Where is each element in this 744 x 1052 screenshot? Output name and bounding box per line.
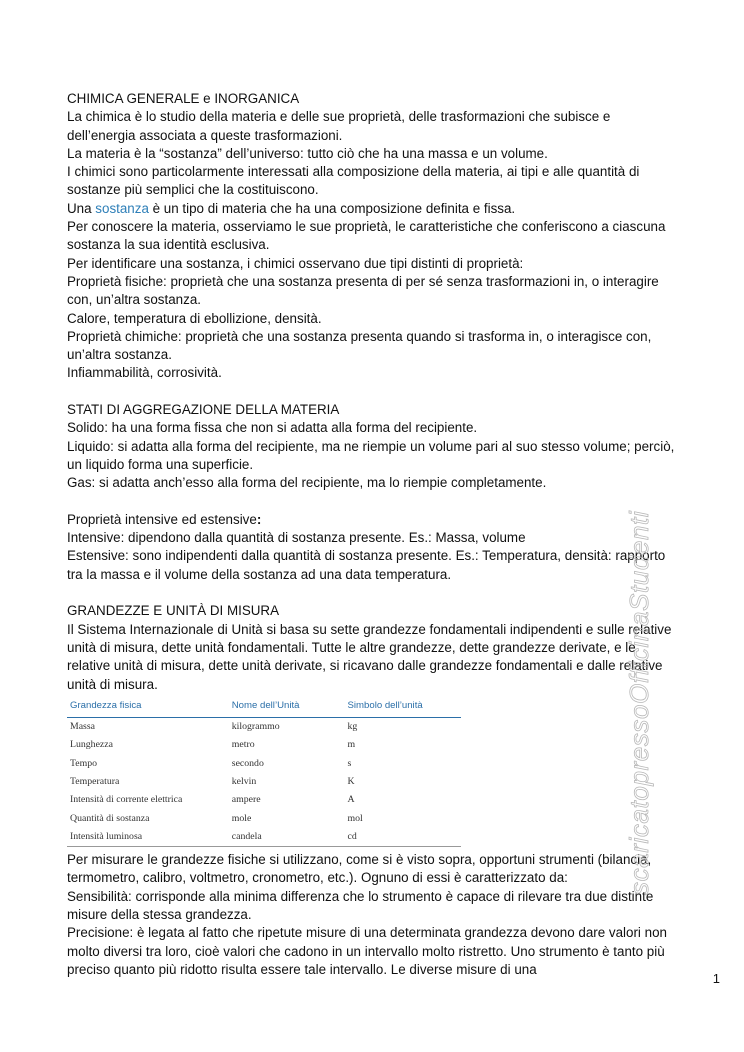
paragraph: La materia è la “sostanza” dell’universo: tutto ciò che ha una massa e un volume. xyxy=(67,145,548,161)
si-units-table xyxy=(67,696,461,847)
table-cell: Quantità di sostanza xyxy=(70,812,150,824)
paragraph: Solido: ha una forma fissa che non si adatta alla forma del recipiente. xyxy=(67,420,478,436)
paragraph: Per identificare una sostanza, i chimici osservano due tipi distinti di proprietà: xyxy=(67,255,524,271)
table-row xyxy=(67,736,461,754)
heading-text: Proprietà intensive ed estensive xyxy=(67,511,257,527)
sostanza-link[interactable]: sostanza xyxy=(95,200,149,216)
section-heading-stati: STATI DI AGGREGAZIONE DELLA MATERIA xyxy=(67,402,340,418)
table-cell: mol xyxy=(347,812,363,824)
table-cell: Temperatura xyxy=(70,775,120,787)
table-cell: Massa xyxy=(70,721,96,733)
table-row xyxy=(67,755,461,773)
table-row xyxy=(67,810,461,828)
table-cell: Intensità di corrente elettrica xyxy=(70,794,183,806)
paragraph: Per conoscere la materia, osserviamo le sue proprietà, le caratteristiche che conferiscono a ciascuna sostanza la sua identità esclusiva. xyxy=(67,219,666,253)
paragraph: Precisione: è legata al fatto che ripetute misure di una determinata grandezza devono dare valori non molto diversi tra loro, cioè valori che cadono in un intervallo molto ristretto. Uno strumento è tanto più preciso quanto più ridotto risulta essere tale intervallo. Le diverse misure di una xyxy=(67,925,667,977)
paragraph: I chimici sono particolarmente interessati alla composizione della materia, ai tipi e alle quantità di sostanze più semplici che la costituiscono. xyxy=(67,164,640,198)
paragraph: Per misurare le grandezze fisiche si utilizzano, come si è visto sopra, opportuni strumenti (bilancia, termometro, calibro, voltmetro, cronometro, etc.). Ognuno di essi è caratterizzato da: xyxy=(67,852,652,886)
spacer xyxy=(67,584,679,602)
paragraph: Gas: si adatta anch’esso alla forma del recipiente, ma lo riempie completamente. xyxy=(67,475,547,491)
section-heading-proprieta xyxy=(67,511,679,529)
paragraph: Estensive: sono indipendenti dalla quantità di sostanza presente. Es.: Temperatura, densità: rapporto tra la massa e il volume della sostanza ad una data temperatura. xyxy=(67,548,666,582)
section-heading-grandezze: GRANDEZZE E UNITÀ DI MISURA xyxy=(67,603,280,619)
table-header-cell: Simbolo dell’unità xyxy=(330,696,462,718)
table-cell: kilogrammo xyxy=(231,721,280,733)
paragraph: Il Sistema Internazionale di Unità si basa su sette grandezze fondamentali indipendenti e sulle relative unità di misura, dette unità fondamentali. Tutte le altre grandezze, dette grandezze derivate, e le relative unità di misura, dette unità derivate, si ricavano dalle grandezze fondamentali e dalle relative unità di misura. xyxy=(67,621,672,692)
table-cell: Lunghezza xyxy=(70,739,113,751)
table-cell: Intensità luminosa xyxy=(67,828,229,847)
paragraph: Liquido: si adatta alla forma del recipiente, ma ne riempie un volume pari al suo stesso volume; perciò, un liquido forma una superficie. xyxy=(67,438,675,472)
spacer xyxy=(67,493,679,511)
table-cell: ampere xyxy=(231,794,261,806)
table-row xyxy=(67,718,461,737)
table-cell: candela xyxy=(229,828,330,847)
table-header-cell: Grandezza fisica xyxy=(67,696,229,718)
paragraph: Proprietà chimiche: proprietà che una sostanza presenta quando si trasforma in, o interagisce con, un’altra sostanza. xyxy=(67,328,652,363)
watermark: scaricatopressoOfficinaStudenti xyxy=(624,510,654,895)
paragraph-sostanza xyxy=(67,200,679,218)
page-number: 1 xyxy=(712,971,720,986)
paragraph: La chimica è lo studio della materia e delle sue proprietà, delle trasformazioni che subisce e dell’energia associata a queste trasformazioni. xyxy=(67,109,611,143)
table-cell: K xyxy=(347,775,355,787)
table-row xyxy=(67,828,461,847)
paragraph: Intensive: dipendono dalla quantità di sostanza presente. Es.: Massa, volume xyxy=(67,530,526,546)
table-row xyxy=(67,773,461,791)
table-header-cell: Nome dell’Unità xyxy=(229,696,330,718)
text-fragment: Una xyxy=(67,200,96,216)
table-cell: secondo xyxy=(231,757,264,769)
paragraph: Calore, temperatura di ebollizione, densità. xyxy=(67,310,322,326)
table-cell: Tempo xyxy=(70,757,98,769)
table-cell: kelvin xyxy=(231,775,257,787)
document-body xyxy=(67,90,679,979)
table-cell: cd xyxy=(330,828,462,847)
table-cell: A xyxy=(347,794,355,806)
table-cell: metro xyxy=(231,739,255,751)
table-cell: mole xyxy=(231,812,252,824)
table-row xyxy=(67,791,461,809)
table-cell: s xyxy=(347,757,352,769)
paragraph: Sensibilità: corrisponde alla minima differenza che lo strumento è capace di rilevare tra due distinte misure della stessa grandezza. xyxy=(67,888,654,923)
text-fragment: è un tipo di materia che ha una composizione definita e fissa. xyxy=(148,200,516,216)
paragraph: Proprietà fisiche: proprietà che una sostanza presenta di per sé senza trasformazioni in, o interagire con, un’altra sostanza. xyxy=(67,273,659,308)
spacer xyxy=(67,383,679,401)
table-cell: m xyxy=(347,739,356,751)
section-heading-chimica: CHIMICA GENERALE e INORGANICA xyxy=(67,91,300,106)
heading-colon: : xyxy=(256,511,262,527)
table-header-row xyxy=(67,696,461,718)
paragraph: Infiammabilità, corrosività. xyxy=(67,365,222,381)
table-cell: kg xyxy=(347,721,358,733)
